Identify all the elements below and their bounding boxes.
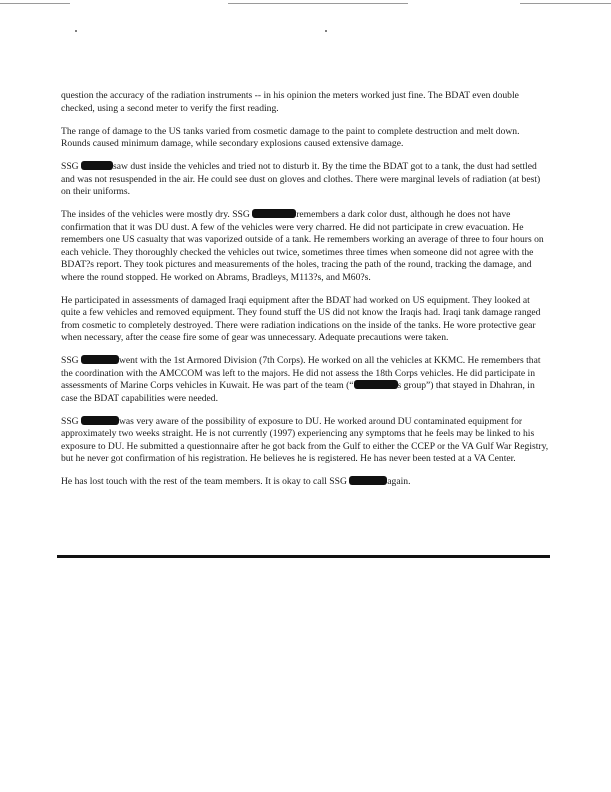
paragraph: He has lost touch with the rest of the team members. It is okay to call SSG again. [61, 476, 411, 487]
redaction-bar [81, 355, 119, 364]
document-body [61, 90, 551, 499]
top-scan-rule-left [0, 3, 70, 4]
paragraph: He participated in assessments of damaged Iraqi equipment after the BDAT had worked on US equipment. They looked at quite a few vehicles and removed equipment. They found stuff the US did not know the Iraqis had. Iraqi tank damage ranged from cosmetic to completely destroyed. There were radiation indications on the inside of the tanks. He wore protective gear when necessary, after the cease fire some of gear was unnecessary. Adequate precautions were taken. [61, 294, 541, 343]
top-scan-rule-right [520, 3, 611, 4]
redaction-bar [81, 161, 113, 170]
paragraph: SSG went with the 1st Armored Division (7th Corps). He worked on all the vehicles at KKMC. He remembers that the coordination with the AMCCOM was left to the majors. He did not assess the 18th Corps vehicles. He did participate in assessments of Marine Corps vehicles in Kuwait. He was part of the team (“ s group”) that stayed in Dhahran, in case the BDAT capabilities were needed. [61, 355, 541, 404]
scan-speck [75, 30, 77, 32]
paragraph: The insides of the vehicles were mostly dry. SSG remembers a dark color dust, although he does not have confirmation that it was DU dust. A few of the vehicles were very charred. He did not participate in crew evacuation. He remembers one US casualty that was vaporized outside of a tank. He remembers working an average of three to four hours on each vehicle. They thoroughly checked the vehicles out twice, sometimes three times when someone did not agree with the BDAT?s report. They took pictures and measurements of the holes, tracing the path of the round, tracking the damage, and where the round stopped. He worked on Abrams, Bradleys, M113?s, and M60?s. [61, 209, 544, 283]
paragraph: question the accuracy of the radiation instruments -- in his opinion the meters worked just fine. The BDAT even double checked, using a second meter to verify the first reading. [61, 90, 519, 114]
paragraph: The range of damage to the US tanks varied from cosmetic damage to the paint to complete destruction and melt down. Rounds caused minimum damage, while secondary explosions caused extensive damage. [61, 125, 520, 149]
top-scan-rule-center [228, 3, 408, 4]
redaction-bar [354, 380, 398, 389]
horizontal-rule [57, 555, 550, 558]
redaction-bar [81, 416, 119, 425]
redaction-bar [349, 476, 387, 485]
redaction-bar [252, 209, 296, 218]
paragraph: SSG was very aware of the possibility of exposure to DU. He worked around DU contaminated equipment for approximately two weeks straight. He is not currently (1997) experiencing any symptoms that he feels may be linked to his exposure to DU. He submitted a questionnaire after he got back from the Gulf to either the CCEP or the VA Gulf War Registry, but he never got confirmation of his registration. He believes he is registered. He has never been tested at a VA Center. [61, 415, 549, 464]
paragraph: SSG saw dust inside the vehicles and tried not to disturb it. By the time the BDAT got to a tank, the dust had settled and was not resuspended in the air. He could see dust on gloves and clothes. There were marginal levels of radiation (at best) on their uniforms. [61, 161, 541, 197]
scan-speck [325, 30, 327, 32]
